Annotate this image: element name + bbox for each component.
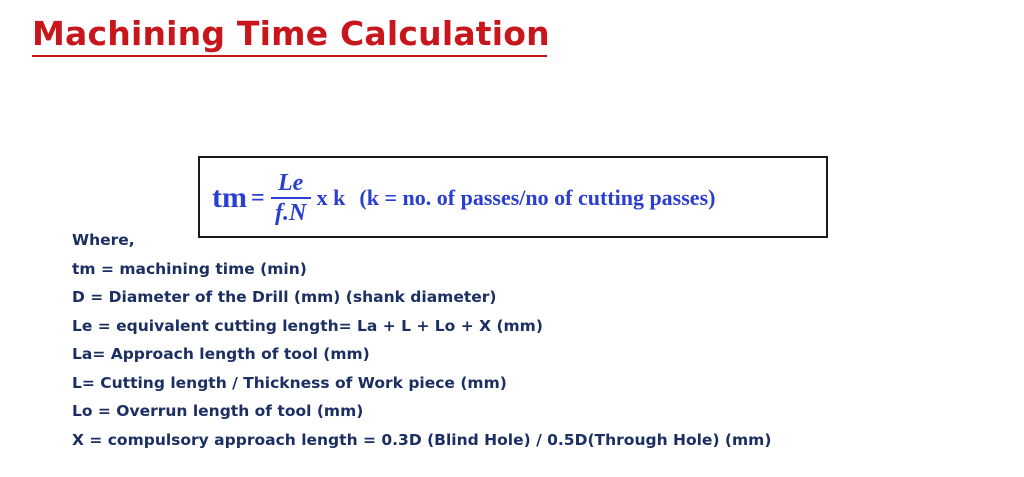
definition-line: tm = machining time (min) (72, 259, 307, 278)
formula-fraction (271, 169, 311, 227)
formula-numerator: Le (278, 170, 304, 196)
where-heading: Where, (72, 231, 135, 249)
definition-line: La= Approach length of tool (mm) (72, 345, 370, 363)
title-underline (32, 55, 547, 57)
definition-line: L= Cutting length / Thickness of Work piece (mm) (72, 373, 507, 392)
page-title: Machining Time Calculation (32, 14, 550, 53)
variable-definitions (72, 226, 771, 454)
formula-equals: = (250, 184, 265, 211)
definition-line: D = Diameter of the Drill (mm) (shank diameter) (72, 288, 497, 306)
formula-multiplier: x k (316, 185, 346, 210)
formula-denominator: f.N (275, 200, 307, 226)
machining-time-formula (212, 164, 715, 232)
definition-line: Le = equivalent cutting length= La + L + Lo + X (mm) (72, 316, 543, 335)
formula-lhs: tm (212, 181, 247, 214)
definition-line: X = compulsory approach length = 0.3D (Blind Hole) / 0.5D(Through Hole) (mm) (72, 430, 772, 449)
definition-line: Lo = Overrun length of tool (mm) (72, 402, 364, 420)
formula-note: (k = no. of passes/no of cutting passes) (359, 185, 716, 210)
